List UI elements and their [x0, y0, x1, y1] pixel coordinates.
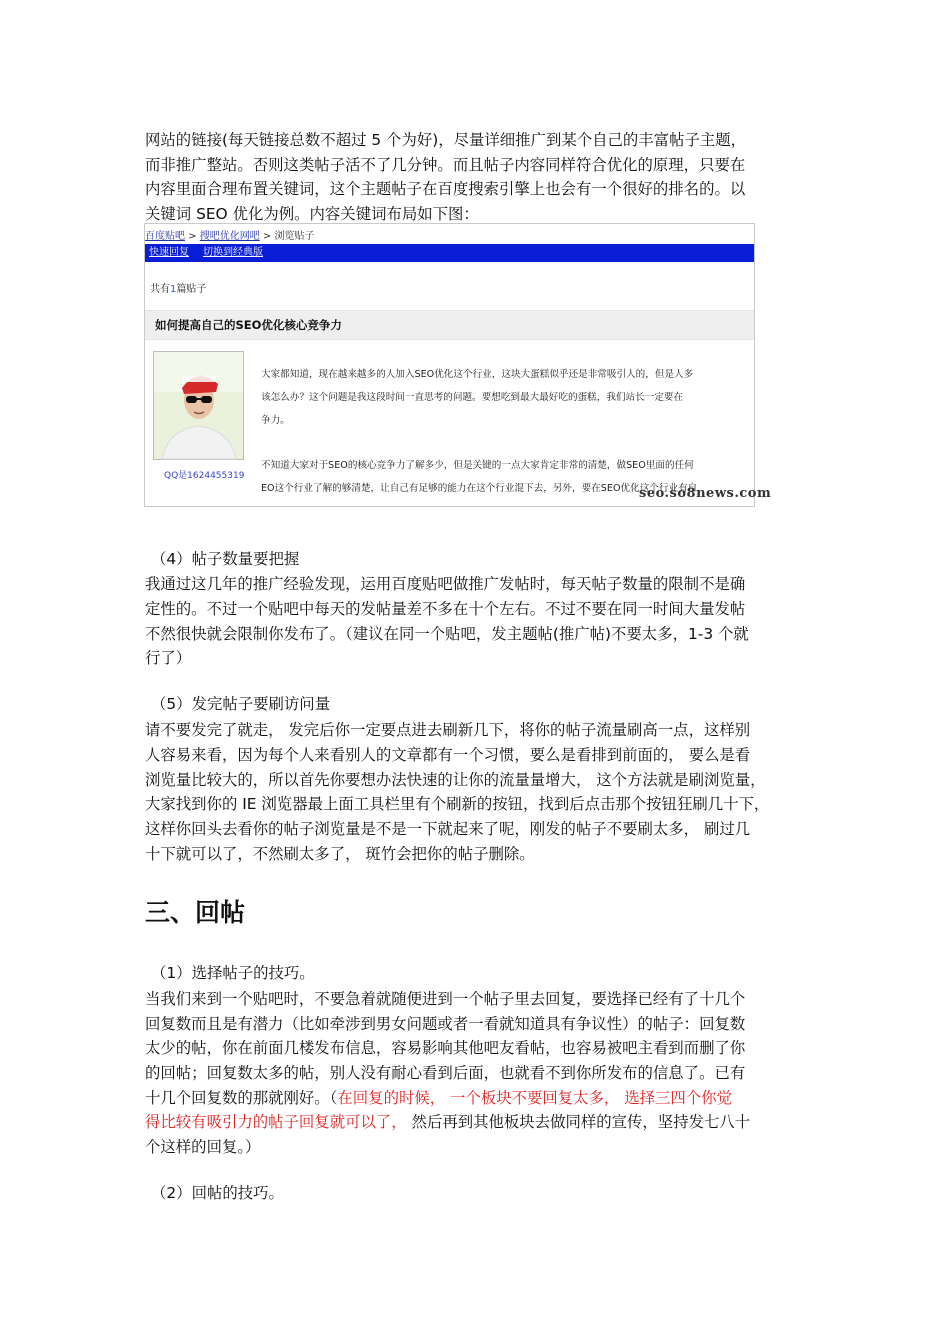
- paragraph-line: 个这样的回复。）: [145, 1138, 261, 1156]
- watermark: seo.so8news.com: [639, 486, 772, 501]
- intro-line: 而非推广整站。否则这类帖子活不了几分钟。而且帖子内容同样符合优化的原理，只要在: [145, 156, 746, 174]
- section-heading: 三、回帖: [145, 898, 246, 927]
- paragraph-line: 定性的。不过一个贴吧中每天的发帖量差不多在十个左右。不过不要在同一时间大量发帖: [145, 600, 746, 618]
- paragraph-line: 大家找到你的 IE 浏览器最上面工具栏里有个刷新的按钮，找到后点击那个按钮狂刷几十下，: [145, 795, 770, 813]
- post-title: 如何提高自己的SEO优化核心竞争力: [155, 318, 342, 332]
- paragraph-line: [145, 1110, 813, 1135]
- subsection-title: （4）帖子数量要把握: [151, 550, 300, 568]
- subsection-title: （5）发完帖子要刷访问量: [151, 695, 331, 713]
- post-body-line: 不知道大家对于SEO的核心竞争力了解多少，但是关键的一点大家肯定非常的清楚，做SEO里面的任何: [261, 460, 694, 471]
- intro-line: 关键词 SEO 优化为例。内容关键词布局如下图：: [145, 205, 479, 223]
- intro-line: 网站的链接(每天链接总数不超过 5 个为好)，尽量详细推广到某个自己的丰富帖子主题，: [145, 131, 747, 149]
- breadcrumb: [145, 227, 315, 242]
- post-title-bar: [145, 310, 754, 340]
- paragraph-line: 回复数而且是有潜力（比如牵涉到男女问题或者一看就知道具有争议性）的帖子：回复数: [145, 1015, 746, 1033]
- paragraph-line: 请不要发完了就走， 发完后你一定要点进去刷新几下，将你的帖子流量刷高一点，这样别: [145, 721, 751, 739]
- post-body-line: 该怎么办？这个问题是我这段时间一直思考的问题。要想吃到最大最好吃的蛋糕，我们站长一定要在: [261, 392, 684, 403]
- count-suffix: 篇贴子: [176, 284, 207, 295]
- paragraph-line: 我通过这几年的推广经验发现，运用百度贴吧做推广发帖时，每天帖子数量的限制不是确: [145, 575, 746, 593]
- quick-reply-link: 快速回复: [149, 247, 189, 258]
- paragraph-line: 人容易来看，因为每个人来看别人的文章都有一个习惯，要么是看排到前面的， 要么是看: [145, 746, 751, 764]
- paragraph-line: 这样你回头去看你的帖子浏览量是不是一下就起来了呢，刚发的帖子不要刷太多， 刷过几: [145, 820, 751, 838]
- paragraph-line: 的回帖；回复数太多的帖，别人没有耐心看到后面，也就看不到你所发布的信息了。已有: [145, 1064, 746, 1082]
- count-number: 1: [170, 284, 177, 295]
- embedded-screenshot: [144, 223, 772, 507]
- post-count: [150, 280, 206, 295]
- breadcrumb-item: 百度贴吧: [145, 231, 185, 242]
- breadcrumb-separator: >: [185, 231, 200, 242]
- post-body-line: 争力。: [261, 415, 290, 426]
- paragraph-line: 浏览量比较大的，所以首先你要想办法快速的让你的流量量增大， 这个方法就是刷浏览量，: [145, 771, 766, 789]
- paragraph-line: 当我们来到一个贴吧时，不要急着就随便进到一个帖子里去回复，要选择已经有了十几个: [145, 990, 746, 1008]
- avatar-photo-icon: [154, 352, 243, 459]
- post-body-line: 大家都知道，现在越来越多的人加入SEO优化这个行业，这块大蛋糕似乎还是非常吸引人的，但是人多: [261, 369, 694, 380]
- breadcrumb-separator: >: [259, 231, 275, 242]
- highlighted-text: 在回复的时候， 一个板块不要回复太多， 选择三四个你觉: [337, 1089, 732, 1107]
- paragraph-text: 十几个回复数的那就刚好。（: [145, 1089, 338, 1107]
- post-body-line: EO这个行业了解的够清楚，让自己有足够的能力在这个行业混下去，另外，要在SEO优化这个行业有自: [261, 483, 698, 494]
- switch-classic-link: 切换到经典版: [203, 247, 263, 258]
- highlighted-text: 得比较有吸引力的帖子回复就可以了，: [145, 1113, 407, 1131]
- paragraph-line: 十下就可以了，不然刷太多了， 斑竹会把你的帖子删除。: [145, 845, 535, 863]
- author-name: QQ是1624455319: [164, 471, 245, 481]
- paragraph-text: 然后再到其他板块去做同样的宣传，坚持发七八十: [406, 1113, 751, 1131]
- paragraph-line: 太少的帖，你在前面几楼发布信息，容易影响其他吧友看帖，也容易被吧主看到而删了你: [145, 1039, 746, 1057]
- breadcrumb-current: 浏览贴子: [274, 231, 315, 242]
- action-bar: [145, 244, 754, 262]
- intro-line: 内容里面合理布置关键词，这个主题帖子在百度搜索引擎上也会有一个很好的排名的。以: [145, 180, 746, 198]
- avatar: [153, 351, 244, 460]
- paragraph-line: 行了）: [145, 649, 192, 667]
- paragraph-line: [145, 1086, 813, 1111]
- paragraph-line: 不然很快就会限制你发布了。（建议在同一个贴吧，发主题帖(推广帖)不要太多，1-3 个就: [145, 625, 749, 643]
- count-prefix: 共有: [150, 284, 170, 295]
- subsection-title: （1）选择帖子的技巧。: [151, 964, 315, 982]
- subsection-title: （2）回帖的技巧。: [151, 1184, 284, 1202]
- breadcrumb-item: 搜吧优化网吧: [199, 231, 260, 242]
